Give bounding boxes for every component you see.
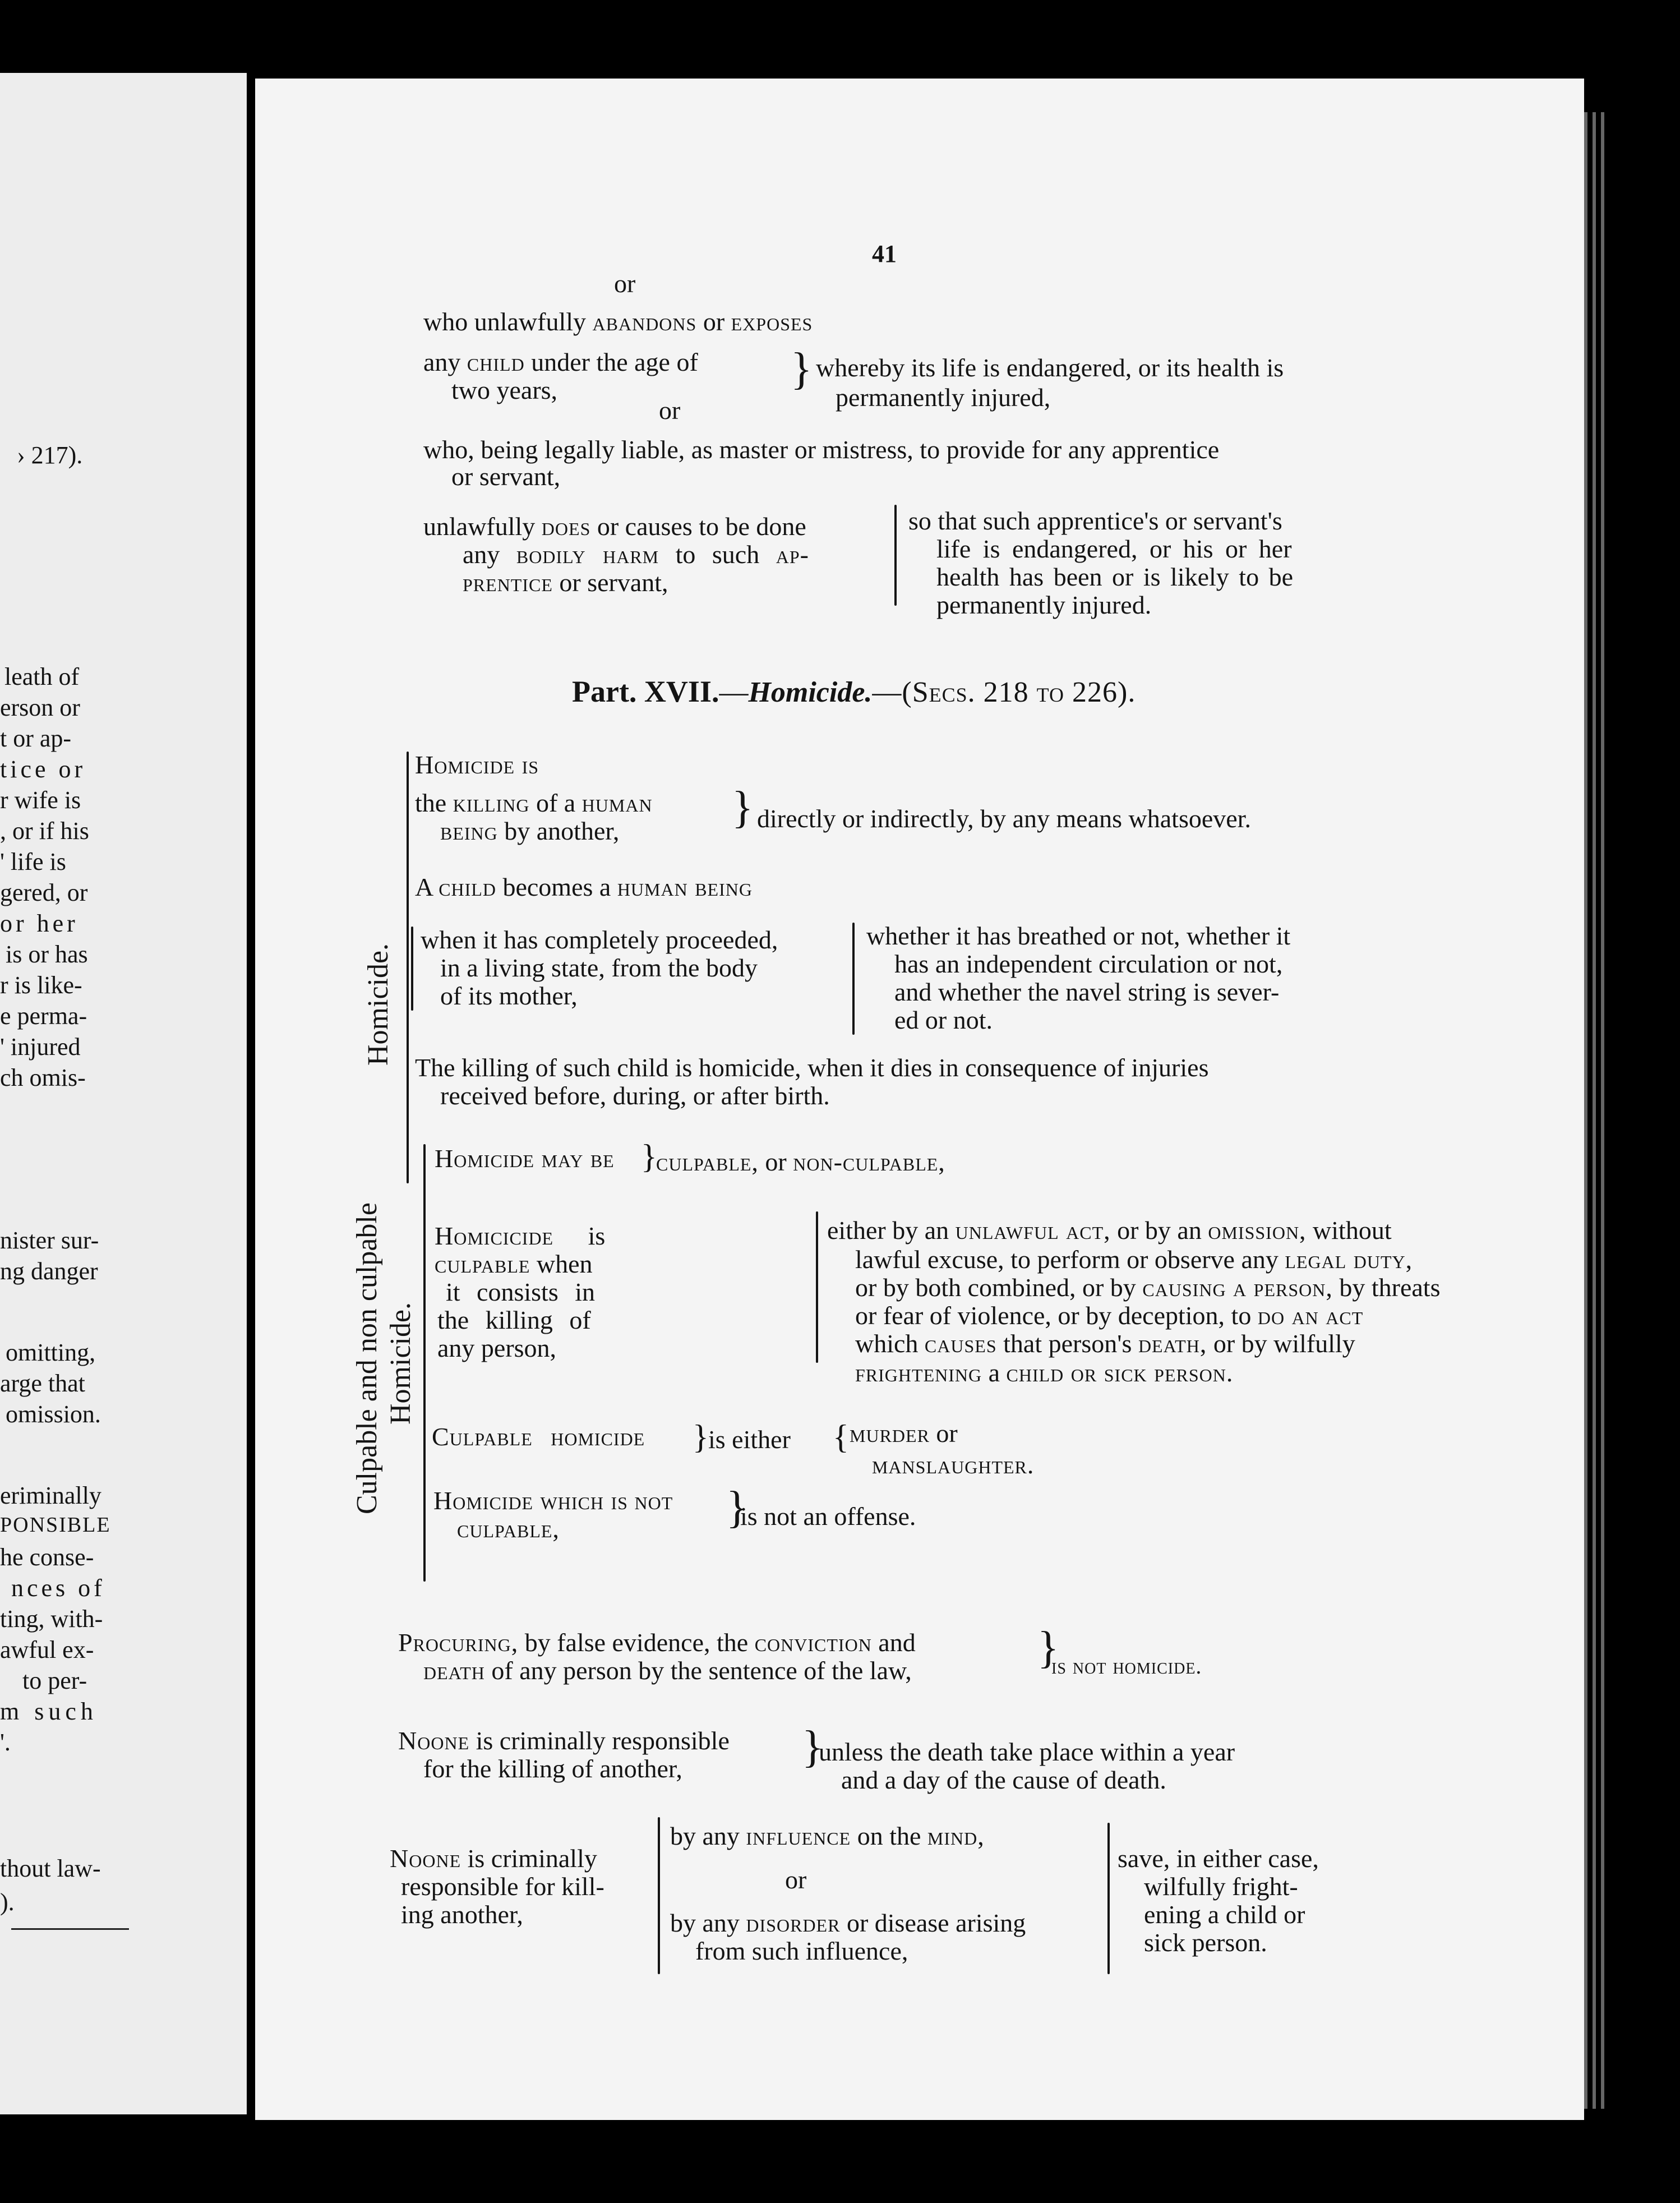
- text: of a: [536, 789, 576, 817]
- left-line: leath of: [4, 663, 80, 690]
- left-line: erson or: [0, 694, 80, 721]
- left-line: nister sur-: [0, 1227, 99, 1254]
- either-line-3: [855, 1274, 1440, 1301]
- disorder-line: [670, 1910, 1026, 1937]
- ch-is-either: is either: [708, 1425, 791, 1454]
- left-page-fragment: [0, 73, 247, 2114]
- text: by threats: [1339, 1273, 1441, 1302]
- brace-line: [816, 1211, 818, 1363]
- section-bracket: [423, 1144, 426, 1582]
- no-one-1-right-2: and a day of the cause of death.: [841, 1766, 1166, 1794]
- legally-line-2: or servant,: [451, 462, 561, 491]
- brace: }: [726, 1483, 748, 1532]
- not-offense: is not an offense.: [740, 1502, 916, 1531]
- brace: }: [791, 344, 813, 394]
- side-label-culpable-2: Homicide.: [385, 1302, 417, 1425]
- save-line-3: ening a child or: [1144, 1900, 1305, 1929]
- keyword: child: [467, 348, 525, 376]
- hc-line-2: [435, 1251, 593, 1278]
- no-one-2-line-2: responsible for kill-: [401, 1872, 604, 1901]
- left-line: to per-: [22, 1667, 87, 1694]
- whether-line-1: whether it has breathed or not, whether it: [866, 921, 1291, 950]
- left-line: ch omis-: [0, 1064, 86, 1091]
- mind-line: [670, 1823, 985, 1850]
- keyword: non-culpable,: [793, 1147, 945, 1176]
- or-line: or: [614, 269, 636, 298]
- brace: }: [693, 1418, 709, 1455]
- child-line-1: [423, 349, 698, 376]
- keyword: human being: [617, 873, 753, 901]
- keyword: one: [422, 1844, 461, 1873]
- text: is criminally responsible: [476, 1726, 730, 1755]
- directly-line: directly or indirectly, by any means whatsoever.: [757, 804, 1251, 833]
- text: that person's: [1003, 1329, 1132, 1358]
- murder-line: [850, 1420, 958, 1447]
- brace-line: [894, 505, 897, 606]
- text: who unlawfully: [423, 307, 587, 336]
- no-one-2-line-3: ing another,: [401, 1900, 523, 1929]
- text: or: [765, 1147, 787, 1176]
- keyword: bodily harm: [516, 540, 659, 569]
- part-heading: [572, 676, 1136, 708]
- may-be-right: [656, 1149, 945, 1176]
- procuring-line-1: [398, 1629, 916, 1656]
- text: is criminally: [467, 1844, 597, 1873]
- keyword: disorder: [746, 1909, 841, 1937]
- procuring-right: is not homicide.: [1051, 1653, 1202, 1679]
- keyword: prentice: [463, 568, 553, 597]
- does-line-1: [423, 513, 806, 540]
- left-line: ).: [0, 1888, 15, 1916]
- left-line: arge that: [0, 1370, 85, 1397]
- text: A: [415, 873, 432, 901]
- left-line: omitting,: [6, 1339, 96, 1366]
- dash: —: [719, 676, 749, 708]
- brace: }: [732, 783, 754, 832]
- keyword: abandons: [592, 307, 697, 336]
- does-line-2: [463, 541, 809, 568]
- left-line: , or if his: [0, 817, 89, 845]
- either-line-4: [855, 1302, 1363, 1329]
- left-line: is or has: [6, 941, 88, 968]
- left-line: gered, or: [0, 879, 88, 906]
- keyword: killing: [453, 789, 530, 817]
- killing-child-1: The killing of such child is homicide, when it dies in consequence of injuries: [415, 1053, 1209, 1082]
- keyword: influence: [746, 1822, 851, 1850]
- brace: }: [802, 1722, 824, 1772]
- text: to such: [675, 540, 760, 569]
- keyword: exposes: [731, 307, 813, 336]
- either-line-2: [855, 1246, 1413, 1273]
- text: and: [878, 1628, 916, 1657]
- text: becomes a: [502, 873, 611, 901]
- whether-line-4: ed or not.: [894, 1006, 993, 1034]
- keyword: legal duty,: [1285, 1245, 1413, 1274]
- keyword: mind,: [927, 1822, 985, 1850]
- hc-line-1: [435, 1223, 605, 1250]
- text: by false evidence, the: [524, 1628, 749, 1657]
- hnc-line-2: culpable,: [457, 1514, 560, 1543]
- may-be-left: [435, 1145, 615, 1172]
- left-line: ting, with-: [0, 1605, 103, 1633]
- whether-line-3: and whether the navel string is sever-: [894, 978, 1280, 1006]
- text: by another,: [504, 817, 620, 845]
- page-edge: [1601, 112, 1604, 2109]
- text: either by an: [827, 1216, 949, 1245]
- manslaughter-line: manslaughter.: [872, 1450, 1035, 1479]
- left-line: thout law-: [0, 1855, 101, 1882]
- section-bracket: [407, 752, 409, 1183]
- keyword: not: [634, 1486, 673, 1515]
- keyword: human: [581, 789, 653, 817]
- influence-line: from such influence,: [695, 1937, 908, 1965]
- ch-left: Culpable homicide: [432, 1422, 645, 1451]
- page-edge: [1584, 112, 1587, 2109]
- when-line-3: of its mother,: [440, 981, 578, 1010]
- killing-line-1: [415, 790, 653, 817]
- left-line: e perma-: [0, 1002, 87, 1030]
- text: which: [855, 1329, 919, 1358]
- keyword: causes: [924, 1329, 997, 1358]
- keyword: No: [390, 1844, 423, 1873]
- save-line-2: wilfully fright-: [1144, 1872, 1298, 1901]
- text: unlawfully: [423, 512, 536, 541]
- page-edge: [1593, 112, 1596, 2109]
- hc-line-3: it consists in: [446, 1278, 596, 1306]
- text: is: [588, 1222, 606, 1250]
- keyword: Homicide may be: [435, 1144, 615, 1173]
- keyword: child or sick person.: [1006, 1358, 1234, 1387]
- text: the: [415, 789, 447, 817]
- no-one-1-line-1: [398, 1727, 730, 1754]
- child-line-2: two years,: [451, 376, 558, 404]
- main-page: [255, 79, 1584, 2120]
- save-line-4: sick person.: [1144, 1928, 1267, 1957]
- child-right-1: whereby its life is endangered, or its health is: [816, 353, 1284, 382]
- left-line: he conse-: [0, 1543, 94, 1571]
- keyword: frightening: [855, 1358, 982, 1387]
- text: or disease arising: [846, 1909, 1026, 1937]
- legally-line-1: who, being legally liable, as master or mistress, to provide for any apprentice: [423, 435, 1220, 464]
- left-line: or her: [0, 910, 79, 937]
- divider: [11, 1928, 129, 1930]
- text: under the age of: [531, 348, 698, 376]
- no-one-1-right-1: unless the death take place within a year: [819, 1737, 1235, 1766]
- left-line: ' injured: [0, 1033, 81, 1061]
- so-that-3: health has been or is likely to be: [936, 563, 1294, 591]
- keyword: one: [431, 1726, 470, 1755]
- either-line-5: [855, 1330, 1355, 1357]
- brace-line: [1107, 1823, 1110, 1974]
- no-one-1-line-2: for the killing of another,: [423, 1754, 682, 1783]
- left-line: nces of: [11, 1574, 105, 1602]
- procuring-line-2: [423, 1657, 912, 1684]
- killing-child-2: received before, during, or after birth.: [440, 1081, 830, 1110]
- hc-line-4: the killing of: [437, 1306, 591, 1334]
- left-line: omission.: [6, 1400, 101, 1428]
- keyword: Homicide which is: [433, 1486, 628, 1515]
- or-line: or: [785, 1865, 807, 1894]
- left-line: r wife is: [0, 786, 81, 814]
- so-that-4: permanently injured.: [936, 591, 1152, 619]
- when-line-2: in a living state, from the body: [440, 953, 758, 982]
- keyword: causing a person,: [1142, 1273, 1333, 1302]
- part-name: Homicide.: [748, 676, 873, 708]
- either-line-6: [855, 1359, 1233, 1386]
- keyword: Procuring,: [398, 1628, 519, 1657]
- text: or: [936, 1419, 958, 1448]
- child-right-2: permanently injured,: [836, 383, 1051, 412]
- text: without: [1313, 1216, 1392, 1245]
- text: on the: [857, 1822, 921, 1850]
- left-line: › 217).: [17, 441, 83, 469]
- part-label: Part. XVII.: [572, 675, 719, 708]
- text: by any: [670, 1909, 740, 1937]
- keyword: culpable,: [656, 1147, 759, 1176]
- homicide-is: Homicide is: [415, 750, 539, 779]
- left-line: PONSIBLE: [0, 1513, 111, 1537]
- brace: {: [833, 1418, 849, 1455]
- text: any: [423, 348, 461, 376]
- whether-line-2: has an independent circulation or not,: [894, 950, 1283, 978]
- left-line: ng danger: [0, 1257, 98, 1285]
- text: a: [988, 1358, 1000, 1387]
- keyword: child: [439, 873, 496, 901]
- abandons-line: [423, 308, 813, 335]
- sections: —(Secs. 218 to 226).: [872, 676, 1136, 708]
- killing-line-2: [440, 818, 619, 845]
- either-line-1: [827, 1217, 1392, 1244]
- keyword: unlawful act,: [955, 1216, 1111, 1245]
- so-that-1: so that such apprentice's or servant's: [908, 506, 1282, 535]
- brace: }: [1037, 1623, 1059, 1672]
- when-line-1: when it has completely proceeded,: [421, 925, 778, 954]
- keyword: ap-: [776, 540, 809, 569]
- page-number: 41: [872, 240, 897, 268]
- hc-line-5: any person,: [437, 1334, 557, 1362]
- keyword: does: [541, 512, 591, 541]
- or-line: or: [659, 396, 681, 425]
- left-line: '.: [0, 1729, 11, 1756]
- text: when: [536, 1250, 593, 1278]
- brace-line: [411, 927, 413, 1011]
- keyword: death: [423, 1656, 485, 1685]
- child-becomes: [415, 874, 753, 901]
- text: or causes to be done: [597, 512, 806, 541]
- keyword: do an act: [1257, 1301, 1364, 1330]
- text: any: [463, 540, 500, 569]
- text: or: [703, 307, 725, 336]
- text: or servant,: [559, 568, 668, 597]
- left-line: r is like-: [0, 971, 82, 999]
- keyword: Homicicide: [435, 1222, 554, 1250]
- keyword: being: [440, 817, 498, 845]
- no-one-2-line-1: [390, 1845, 597, 1872]
- text: or fear of violence, or by deception, to: [855, 1301, 1252, 1330]
- hnc-line-1: [433, 1487, 673, 1514]
- text: or by wilfully: [1213, 1329, 1355, 1358]
- text: or by both combined, or by: [855, 1273, 1136, 1302]
- brace: }: [641, 1138, 657, 1175]
- keyword: omission,: [1208, 1216, 1307, 1245]
- keyword: culpable: [435, 1250, 530, 1278]
- left-line: awful ex-: [0, 1636, 94, 1663]
- brace-line: [852, 923, 855, 1035]
- so-that-2: life is endangered, or his or her: [936, 534, 1292, 563]
- does-line-3: [463, 569, 668, 596]
- keyword: conviction: [754, 1628, 872, 1657]
- brace-line: [658, 1817, 660, 1974]
- save-line-1: save, in either case,: [1118, 1844, 1319, 1873]
- keyword: murder: [850, 1419, 930, 1448]
- side-label-homicide: Homicide.: [362, 943, 394, 1066]
- left-line: eriminally: [0, 1482, 101, 1509]
- text: by any: [670, 1822, 740, 1850]
- text: of any person by the sentence of the law,: [491, 1656, 912, 1685]
- left-line: ' life is: [0, 848, 66, 875]
- side-label-culpable: Culpable and non culpable: [351, 1202, 383, 1514]
- left-line: tice or: [0, 755, 86, 783]
- left-line: m such: [0, 1698, 98, 1725]
- left-line: t or ap-: [0, 725, 72, 752]
- keyword: No: [398, 1726, 431, 1755]
- keyword: death,: [1138, 1329, 1207, 1358]
- text: lawful excuse, to perform or observe any: [855, 1245, 1279, 1274]
- text: or by an: [1117, 1216, 1202, 1245]
